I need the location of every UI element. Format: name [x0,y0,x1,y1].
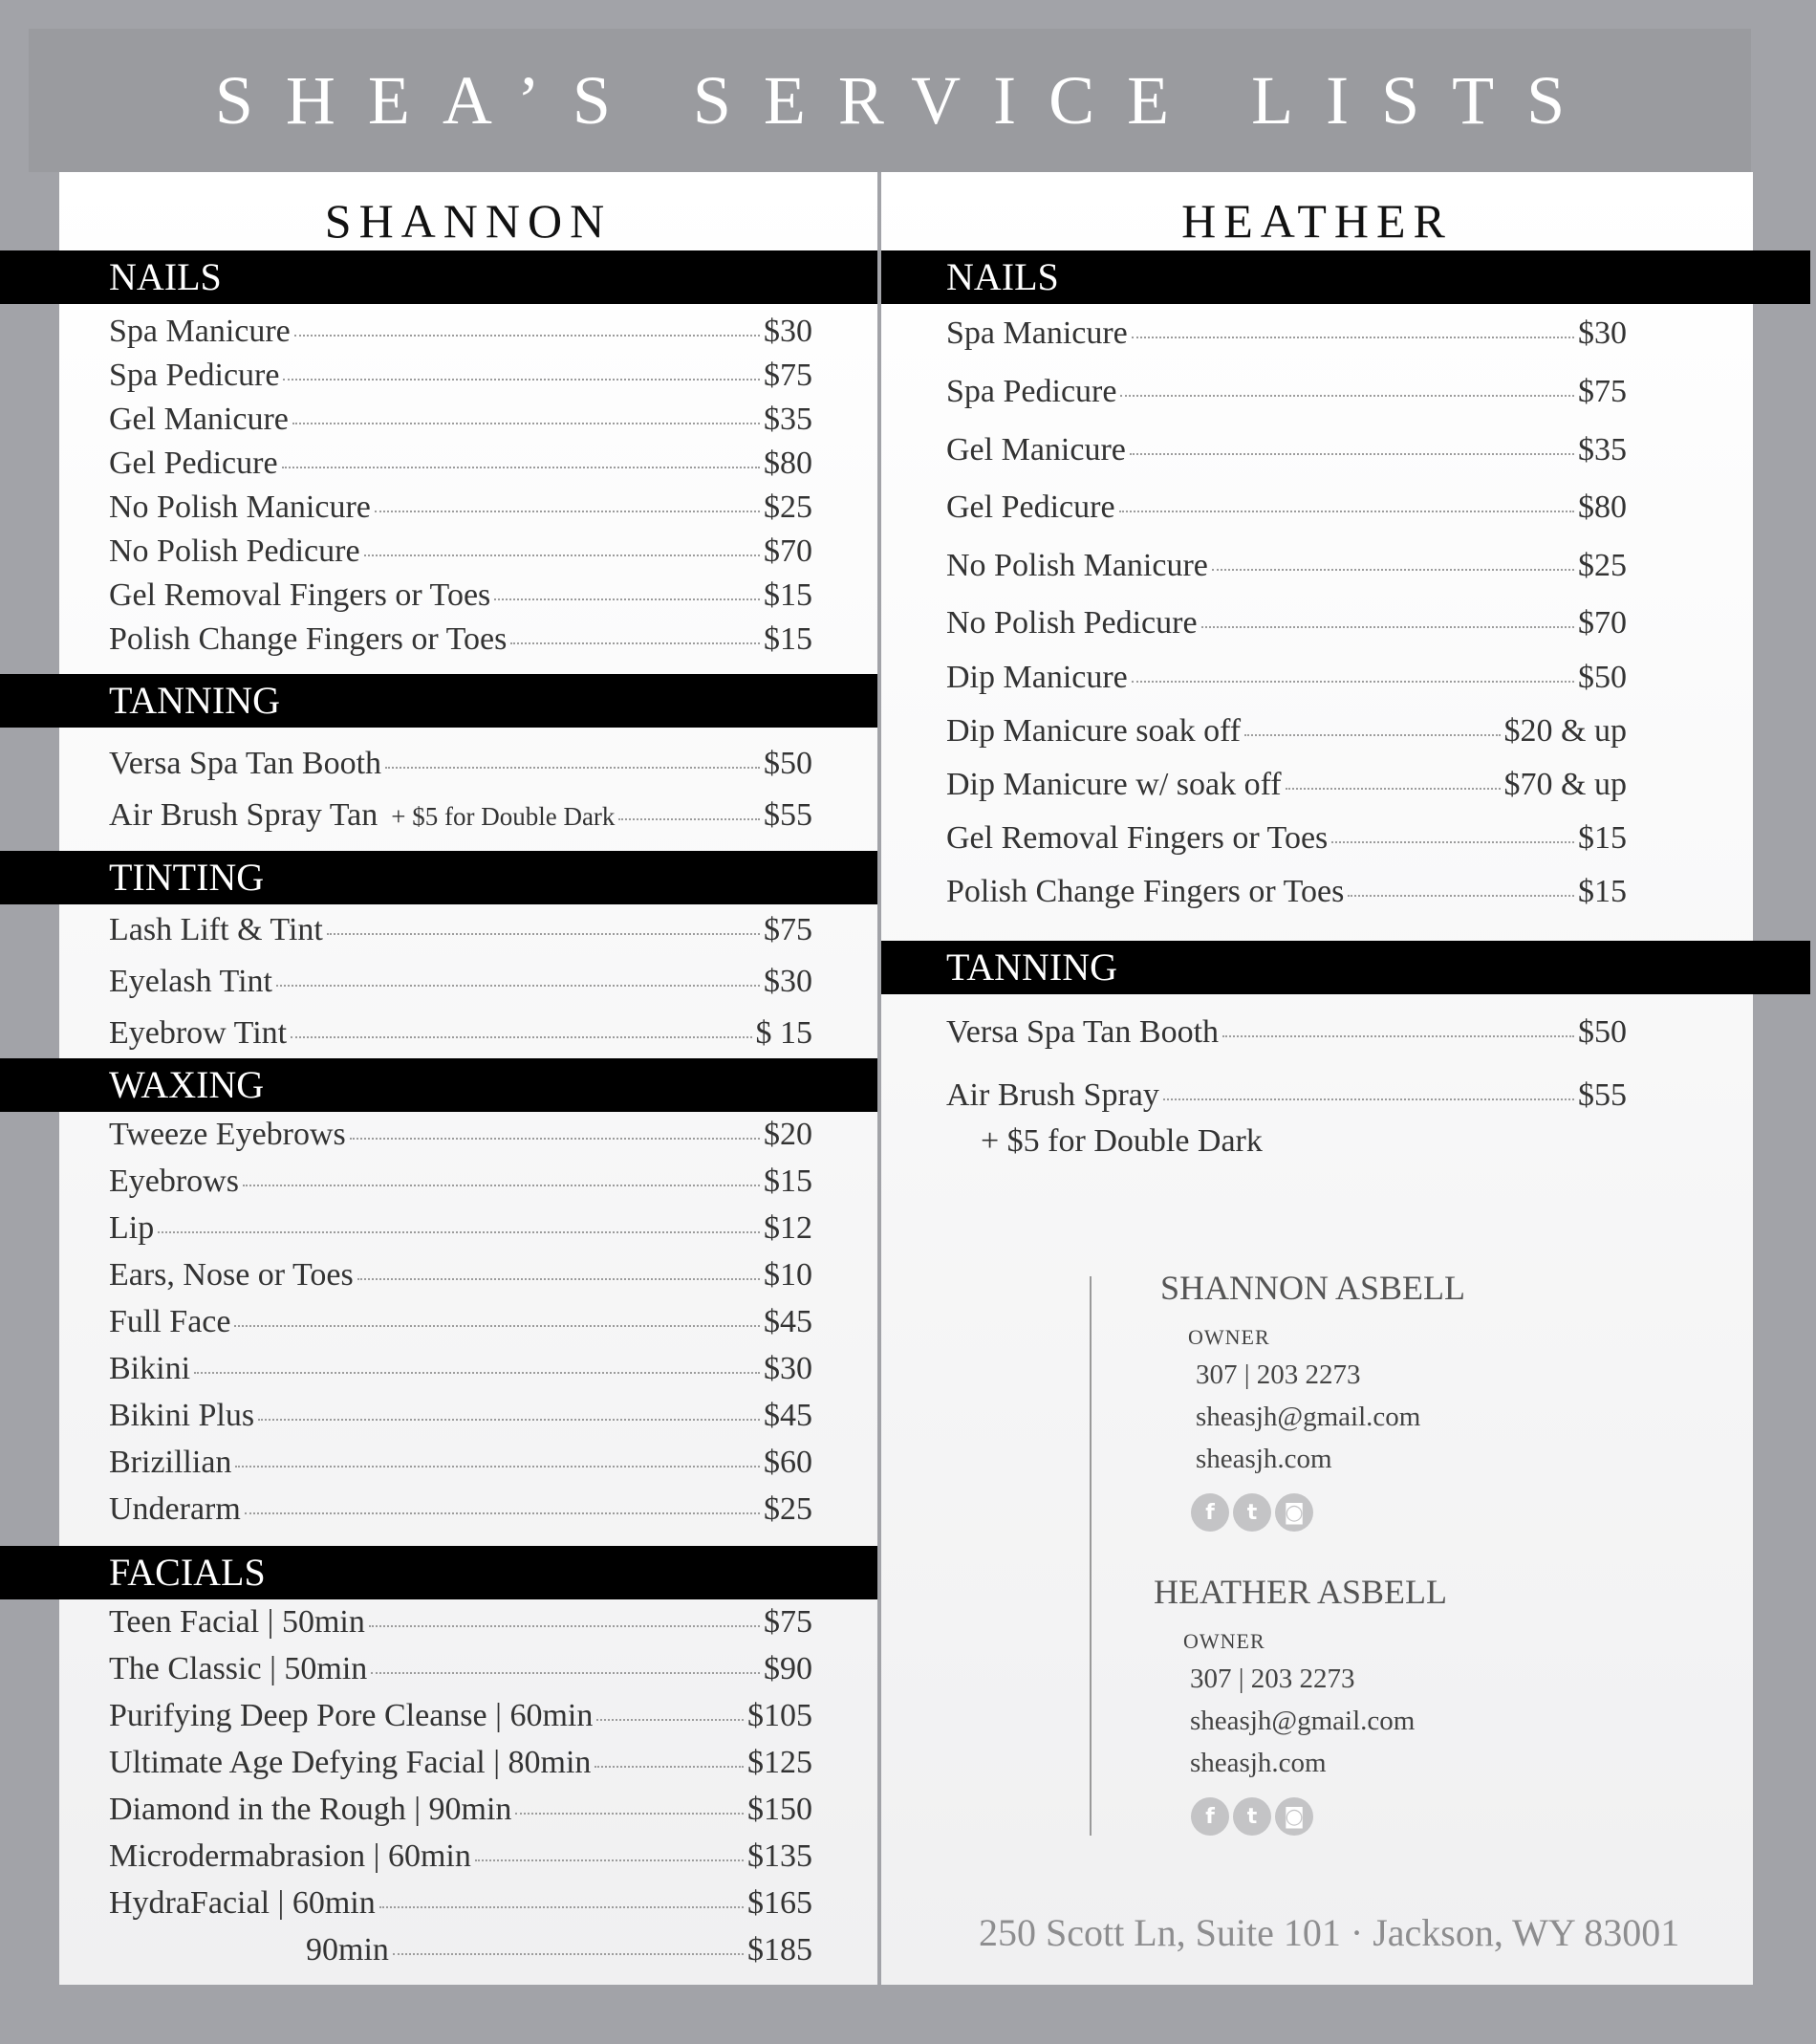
page-title: SHEA’S SERVICE LISTS [214,61,1598,139]
address: 250 Scott Ln, Suite 101 · Jackson, WY 83001 [979,1911,1680,1954]
social-icons [1191,1797,1313,1836]
list-item: No Polish Pedicure $70 [946,605,1627,641]
contact-email[interactable]: sheasjh@gmail.com [1196,1402,1421,1432]
list-item: Underarm $25 [109,1491,812,1527]
list-item: No Polish Manicure $25 [109,489,812,525]
twitter-icon[interactable]: t [1233,1797,1271,1836]
list-item: Air Brush Spray $55 [946,1077,1627,1113]
list-item: Spa Manicure $30 [946,315,1627,351]
section-bar-facials: FACIALS [0,1546,877,1599]
contact-website[interactable]: sheasjh.com [1196,1444,1332,1474]
list-item: Ultimate Age Defying Facial | 80min $125 [109,1745,812,1780]
list-item: No Polish Pedicure $70 [109,533,812,569]
list-item: Polish Change Fingers or Toes $15 [946,874,1627,909]
section-bar-tinting: TINTING [0,851,877,904]
shannon-heading: SHANNON [324,194,613,248]
list-item: Air Brush Spray Tan + $5 for Double Dark $55 [109,797,812,833]
list-item: 90min $185 [306,1932,812,1968]
list-item: Gel Removal Fingers or Toes $15 [109,577,812,613]
title-band [29,29,1751,172]
list-item: Dip Manicure w/ soak off $70 & up [946,767,1627,802]
list-item: Gel Pedicure $80 [946,489,1627,525]
list-item: Ears, Nose or Toes $10 [109,1257,812,1293]
list-item: Lip $12 [109,1210,812,1246]
social-icons [1191,1493,1313,1532]
list-item: Full Face $45 [109,1304,812,1339]
list-item: Gel Pedicure $80 [109,446,812,481]
contact-role: OWNER [1183,1629,1265,1653]
contact-email[interactable]: sheasjh@gmail.com [1190,1706,1416,1736]
list-item: Polish Change Fingers or Toes $15 [109,621,812,657]
section-bar-nails: NAILS [0,250,877,304]
heather-heading: HEATHER [1181,194,1453,248]
contact-name: SHANNON ASBELL [1160,1269,1466,1307]
facebook-icon[interactable]: f [1191,1797,1229,1836]
section-bar-tanning: TANNING [0,674,877,728]
list-item: Diamond in the Rough | 90min $150 [109,1792,812,1827]
list-item: Lash Lift & Tint $75 [109,912,812,947]
list-item: No Polish Manicure $25 [946,548,1627,583]
list-item: Bikini $30 [109,1351,812,1386]
list-item: Gel Manicure $35 [946,432,1627,468]
contact-website[interactable]: sheasjh.com [1190,1748,1327,1778]
twitter-icon[interactable]: t [1233,1493,1271,1532]
list-item: Eyelash Tint $30 [109,964,812,999]
instagram-icon[interactable]: ◙ [1275,1493,1313,1532]
section-bar-nails: NAILS [881,250,1810,304]
list-item: Gel Manicure $35 [109,402,812,437]
list-item: Versa Spa Tan Booth $50 [109,746,812,781]
list-item: Dip Manicure $50 [946,660,1627,695]
divider [1090,1276,1092,1836]
list-item: Purifying Deep Pore Cleanse | 60min $105 [109,1698,812,1733]
list-item: Spa Manicure $30 [109,314,812,349]
double-dark-note: + $5 for Double Dark [981,1123,1263,1159]
list-item: Spa Pedicure $75 [109,358,812,393]
list-item: Teen Facial | 50min $75 [109,1604,812,1640]
contact-role: OWNER [1188,1325,1270,1349]
list-item: Microdermabrasion | 60min $135 [109,1838,812,1874]
facebook-icon[interactable]: f [1191,1493,1229,1532]
list-item: Eyebrow Tint $ 15 [109,1015,812,1051]
list-item: Versa Spa Tan Booth $50 [946,1014,1627,1050]
list-item: The Classic | 50min $90 [109,1651,812,1686]
contact-phone: 307 | 203 2273 [1190,1663,1355,1694]
list-item: Dip Manicure soak off $20 & up [946,713,1627,749]
contact-phone: 307 | 203 2273 [1196,1359,1361,1390]
list-item: Spa Pedicure $75 [946,374,1627,409]
section-bar-waxing: WAXING [0,1058,877,1112]
instagram-icon[interactable]: ◙ [1275,1797,1313,1836]
list-item: Brizillian $60 [109,1445,812,1480]
section-bar-tanning: TANNING [881,941,1810,994]
contact-name: HEATHER ASBELL [1154,1573,1448,1611]
list-item: HydraFacial | 60min $165 [109,1885,812,1921]
list-item: Bikini Plus $45 [109,1398,812,1433]
list-item: Eyebrows $15 [109,1163,812,1199]
list-item: Gel Removal Fingers or Toes $15 [946,820,1627,856]
list-item: Tweeze Eyebrows $20 [109,1117,812,1152]
